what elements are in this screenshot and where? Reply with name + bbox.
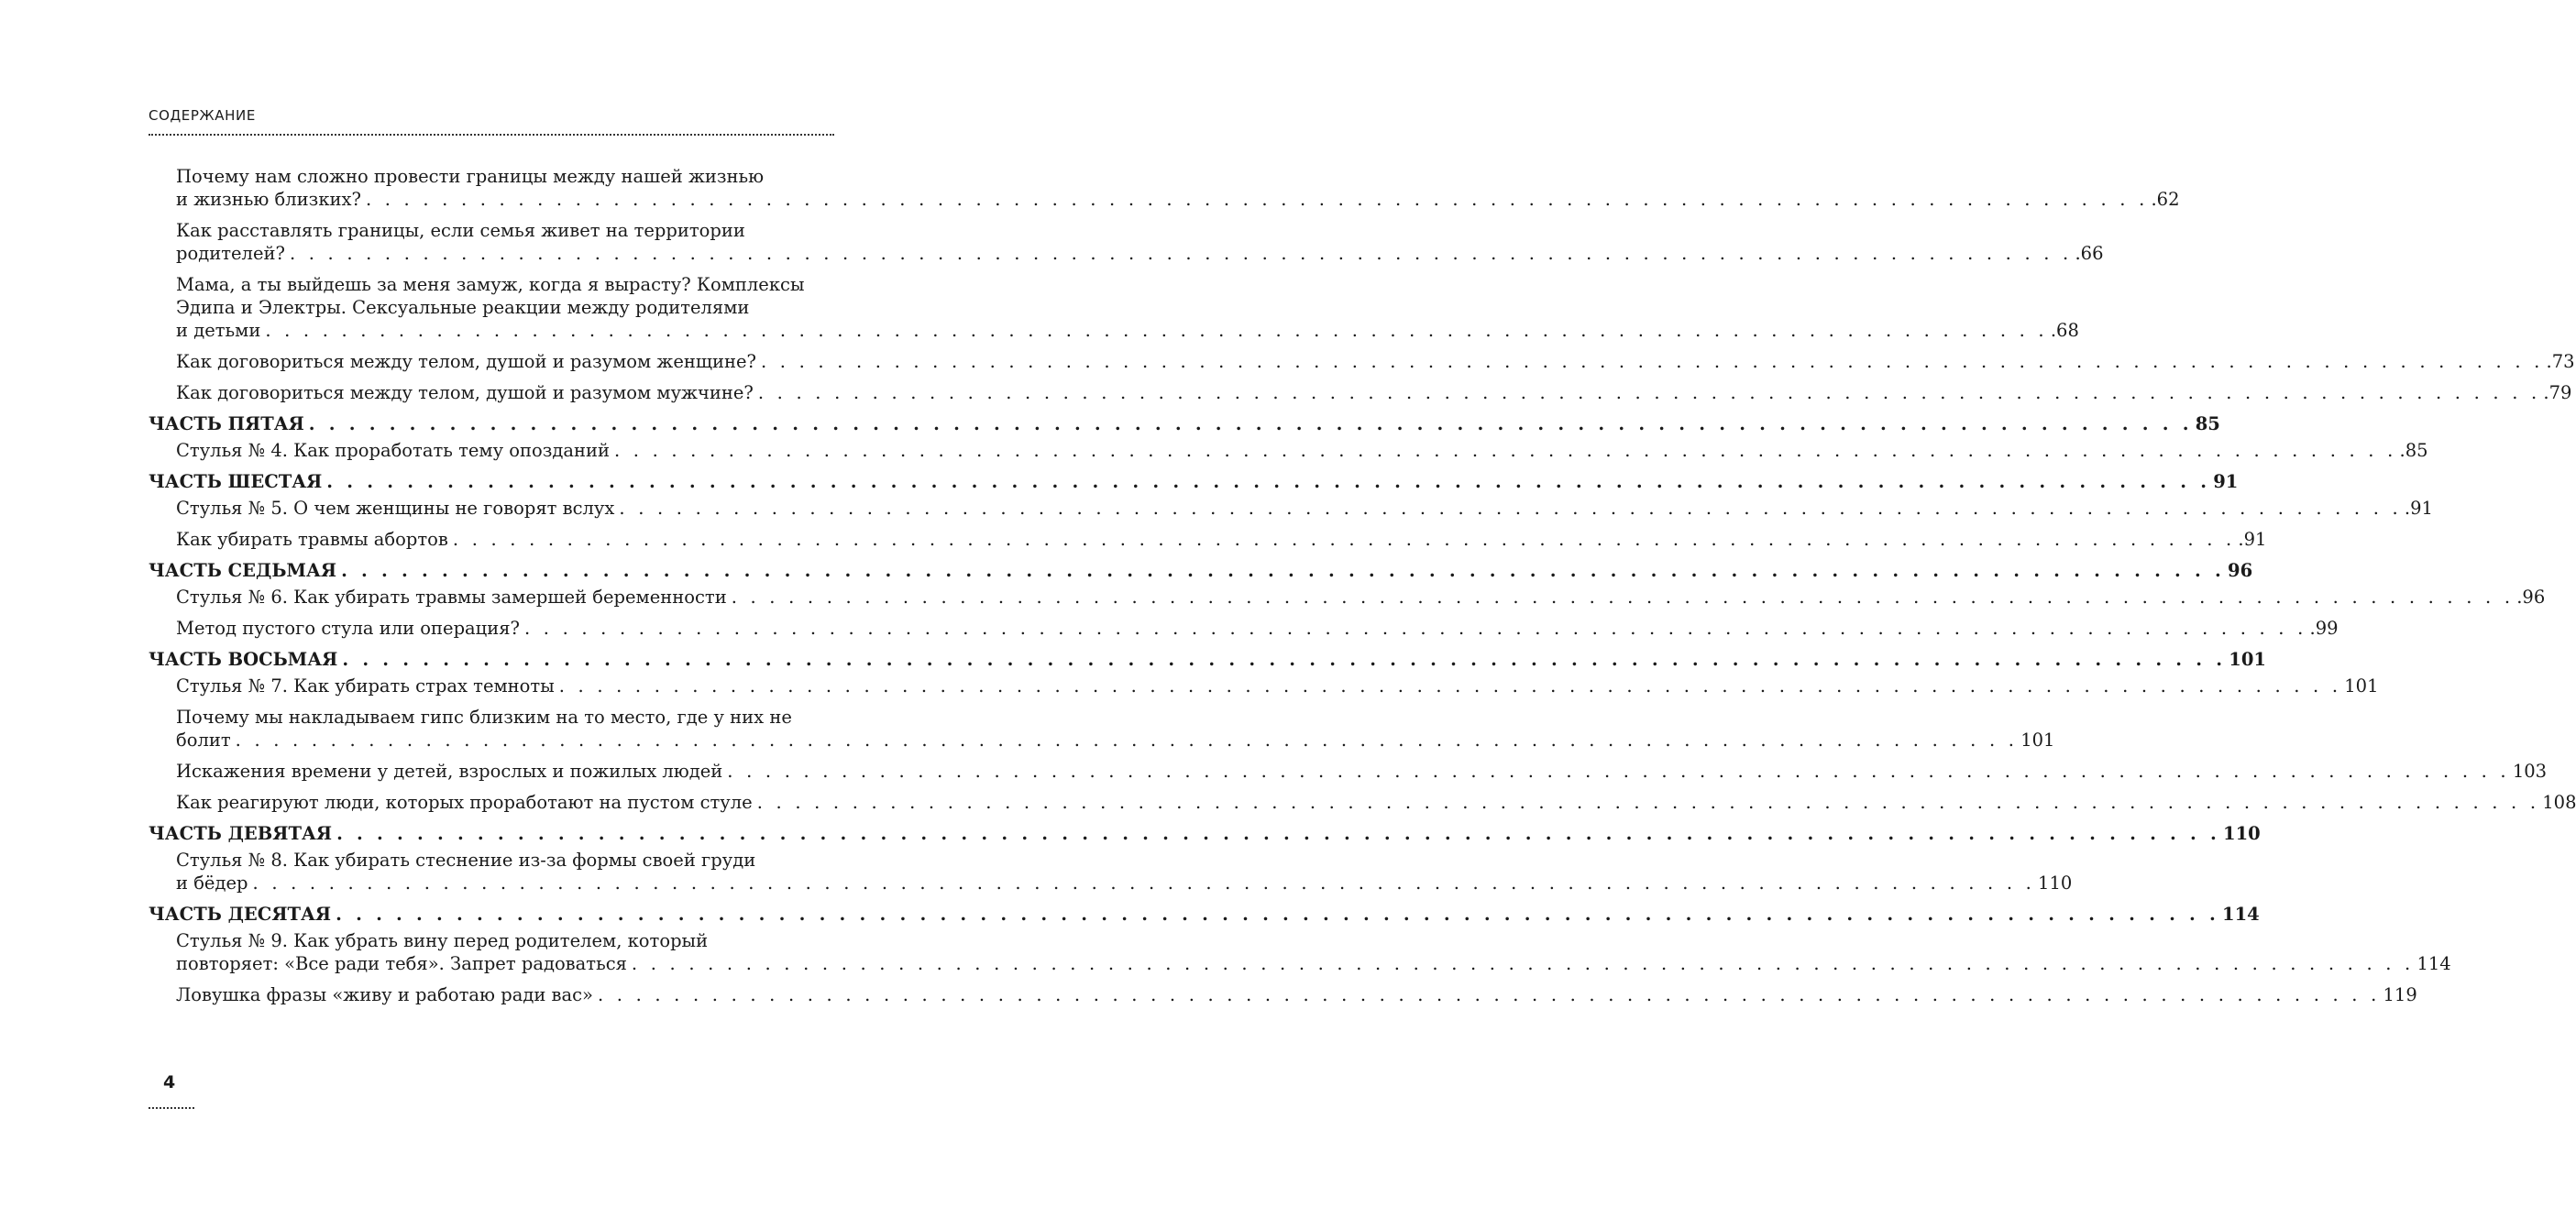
toc-page-number: .62 [2151,189,2180,210]
toc-page-number: .91 [2404,498,2433,519]
dot-leader [236,729,2019,752]
toc-part-heading[interactable] [149,470,2239,493]
dot-leader [253,872,2036,894]
toc-part-heading[interactable] [149,559,2253,582]
toc-entry[interactable] [149,219,2104,265]
toc-page-number: 114 [2416,953,2451,974]
toc-entry-title: Стулья № 4. Как проработать тему опозданий [176,440,610,461]
toc-entry-title: повторяет: «Все ради тебя». Запрет радоваться [176,953,627,974]
toc-page-number: 103 [2512,761,2548,782]
toc-part-title: ЧАСТЬ ВОСЬМАЯ [149,649,338,670]
footer-divider [149,1107,194,1109]
page-number: 4 [163,1072,176,1092]
toc-part-title: ЧАСТЬ ШЕСТАЯ [149,471,323,492]
toc-part-heading[interactable] [149,648,2266,671]
dot-leader [453,528,2236,551]
toc-entry[interactable] [149,165,2180,211]
toc-page-number: 110 [2038,872,2073,894]
toc-entry[interactable] [149,791,2576,814]
toc-entry[interactable] [149,760,2548,783]
dot-leader [632,952,2415,975]
dot-leader [757,791,2540,814]
toc-page-number: 119 [2383,984,2417,1005]
toc-entry[interactable] [149,586,2546,609]
dot-leader [524,617,2307,640]
toc-part-title: ЧАСТЬ СЕДЬМАЯ [149,560,337,581]
dot-leader [336,903,2219,926]
dot-leader [598,983,2381,1006]
toc-entry-line: Почему нам сложно провести границы между нашей жизнью [176,166,765,187]
dot-leader [265,319,2048,342]
dot-leader [614,439,2397,462]
toc-entry-line: Стулья № 9. Как убрать вину перед родителем, который [176,930,709,951]
toc-entry-line: Мама, а ты выйдешь за меня замуж, когда я вырасту? Комплексы [176,274,805,295]
toc-entry-title: болит [176,730,231,751]
dot-leader [290,242,2073,265]
toc-page-number: .85 [2399,440,2428,461]
dot-leader [758,381,2541,404]
dot-leader [727,760,2510,783]
toc-page-number: .79 [2543,382,2572,403]
toc-page-number: .91 [2238,529,2267,550]
toc-entry-title: родителей? [176,243,285,264]
toc-entry-title: Как реагируют люди, которых проработают на пустом стуле [176,792,753,813]
toc-entry-title: Искажения времени у детей, взрослых и пожилых людей [176,761,723,782]
dot-leader [336,822,2220,845]
toc-part-heading[interactable] [149,903,2260,926]
dot-leader [761,350,2544,373]
toc-page-number: 85 [2195,413,2220,434]
toc-entry-title: Как договориться между телом, душой и разумом женщине? [176,351,756,372]
toc-entry-title: и жизнью близких? [176,189,361,210]
toc-entry-title: Ловушка фразы «живу и работаю ради вас» [176,984,593,1005]
toc-entry[interactable] [149,706,2055,752]
dot-leader [732,586,2515,609]
toc-page-number: 110 [2223,823,2261,844]
dot-leader [309,412,2193,435]
toc-entry-title: и бёдер [176,872,248,894]
toc-page-number: 108 [2542,792,2576,813]
toc-entry-title: и детьми [176,320,261,341]
toc-part-title: ЧАСТЬ ДЕВЯТАЯ [149,823,333,844]
toc-entry[interactable] [149,350,2575,373]
table-of-contents [149,165,2576,1015]
toc-page-number: 101 [2229,649,2266,670]
dot-leader [342,648,2226,671]
toc-entry[interactable] [149,497,2433,520]
toc-entry[interactable] [149,849,2073,894]
toc-page-number: .66 [2075,243,2104,264]
toc-page-number: 96 [2228,560,2253,581]
toc-entry[interactable] [149,439,2428,462]
dot-leader [326,470,2210,493]
toc-entry-line: Как расставлять границы, если семья живет на территории [176,220,745,241]
toc-entry-title: Стулья № 6. Как убирать травмы замершей беременности [176,587,727,608]
toc-page-number: 91 [2213,471,2239,492]
toc-entry[interactable] [149,381,2572,404]
toc-page-number: .96 [2516,587,2546,608]
dot-leader [341,559,2225,582]
toc-page-number: 101 [2344,675,2379,697]
toc-entry-line: Стулья № 8. Как убирать стеснение из-за формы своей груди [176,850,756,871]
toc-entry-title: Как договориться между телом, душой и разумом мужчине? [176,382,754,403]
toc-entry-title: Стулья № 5. О чем женщины не говорят вслух [176,498,615,519]
running-header: СОДЕРЖАНИЕ [149,107,256,124]
dot-leader [559,675,2342,697]
toc-part-title: ЧАСТЬ ДЕСЯТАЯ [149,904,332,925]
toc-entry-title: Стулья № 7. Как убирать страх темноты [176,675,555,697]
toc-part-title: ЧАСТЬ ПЯТАЯ [149,413,304,434]
toc-page-number: .99 [2309,618,2339,639]
toc-part-heading[interactable] [149,412,2220,435]
toc-page-number: 114 [2222,904,2260,925]
toc-entry-line: Почему мы накладываем гипс близким на то место, где у них не [176,707,792,728]
toc-entry[interactable] [149,675,2379,697]
dot-leader [619,497,2402,520]
toc-entry-line: Эдипа и Электры. Сексуальные реакции между родителями [176,297,750,318]
toc-entry[interactable] [149,929,2451,975]
toc-entry-title: Как убирать травмы абортов [176,529,448,550]
toc-entry[interactable] [149,273,2079,342]
toc-page-number: 101 [2020,730,2055,751]
toc-entry[interactable] [149,983,2417,1006]
header-divider [149,134,834,136]
toc-entry-title: Метод пустого стула или операция? [176,618,520,639]
toc-part-heading[interactable] [149,822,2261,845]
toc-page-number: .73 [2546,351,2575,372]
toc-entry[interactable] [149,617,2339,640]
toc-page-number: .68 [2050,320,2079,341]
dot-leader [366,188,2149,211]
toc-entry[interactable] [149,528,2267,551]
